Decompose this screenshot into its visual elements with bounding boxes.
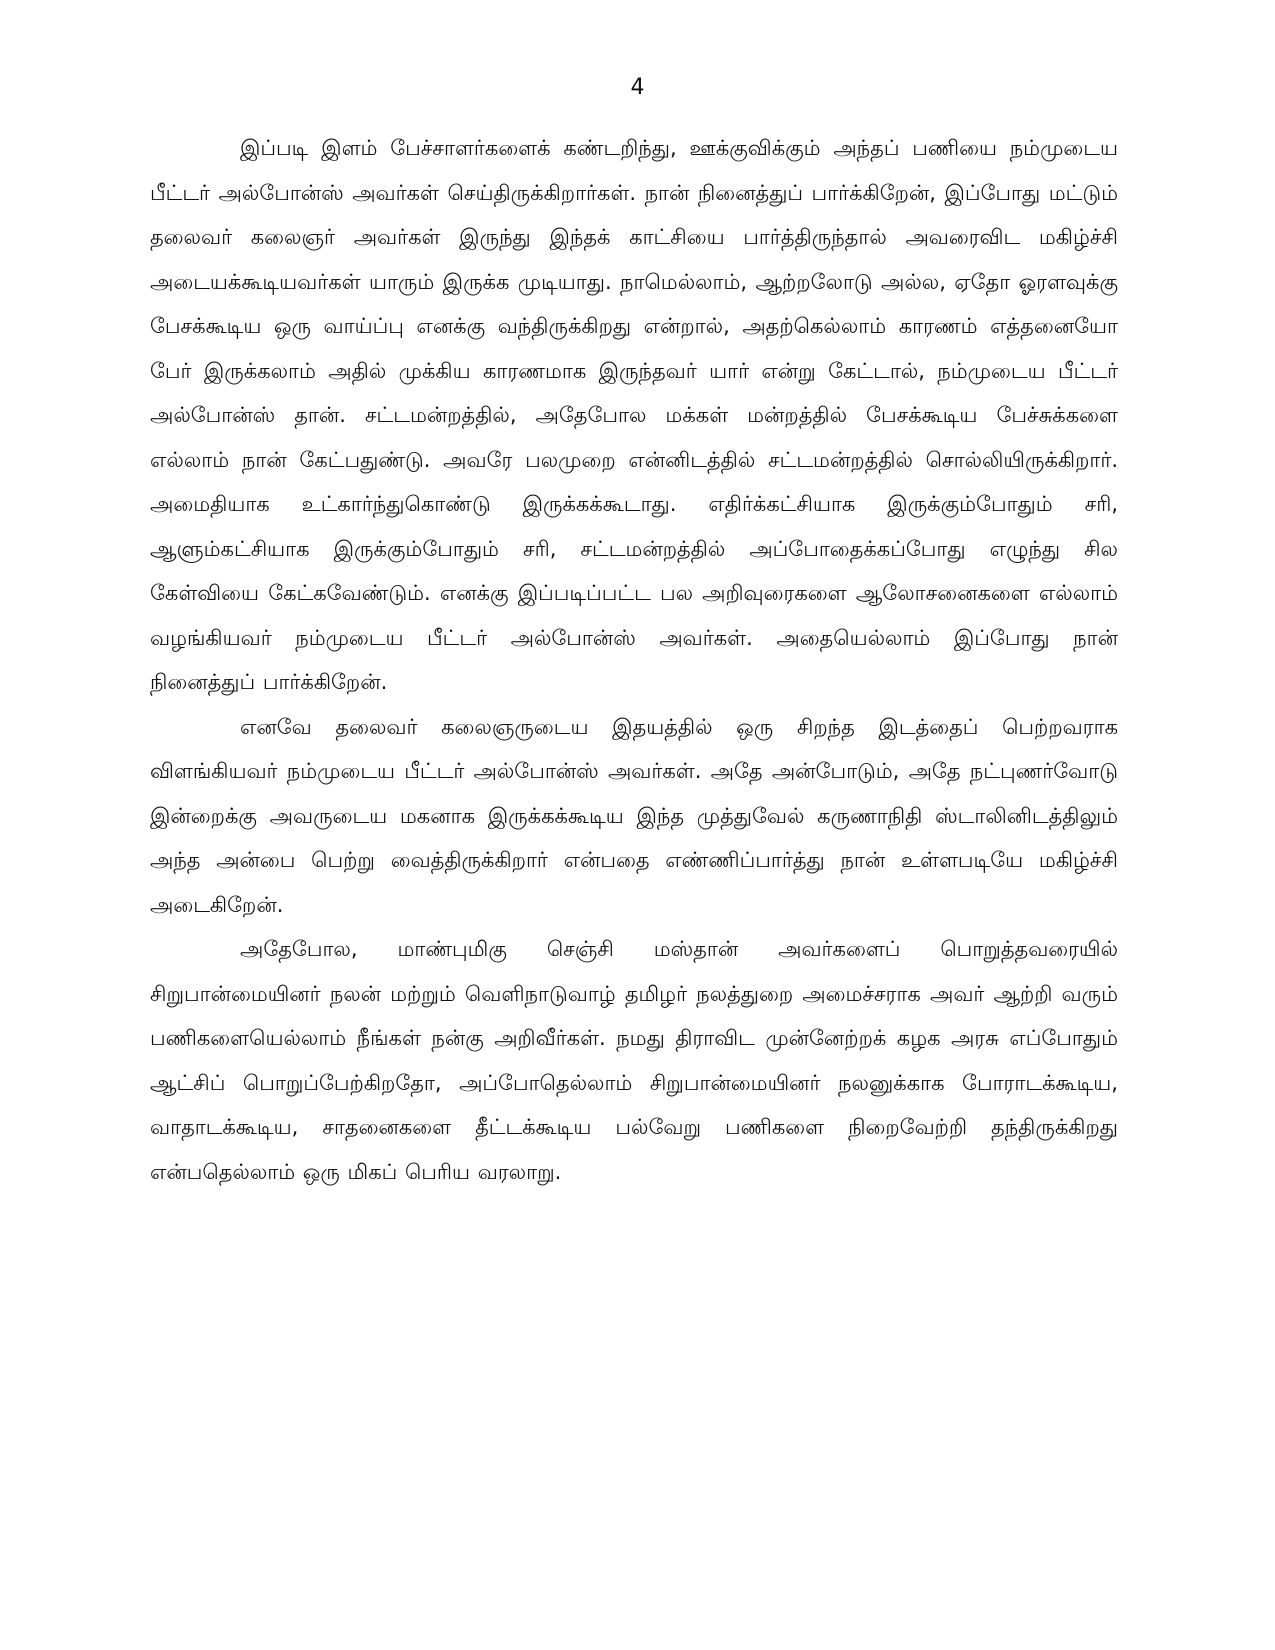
paragraph-1: இப்படி இளம் பேச்சாளர்களைக் கண்டறிந்து, ஊக்குவிக்கும் அந்தப் பணியை நம்முடைய பீட்டர் அல்போன்ஸ் அவர்கள் செய்திருக்கிறார்கள். நான் நினைத்துப் பார்க்கிறேன், இப்போது மட்டும் தலைவர் கலைஞர் அவர்கள் இருந்து இந்தக் காட்சியை பார்த்திருந்தால் அவரைவிட மகிழ்ச்சி அடையக்கூடியவர்கள் யாரும் இருக்க முடியாது. நாமெல்லாம், ஆற்றலோடு அல்ல, ஏதோ ஓரளவுக்கு பேசக்கூடிய ஒரு வாய்ப்பு எனக்கு வந்திருக்கிறது என்றால், அதற்கெல்லாம் காரணம் எத்தனையோ பேர் இருக்கலாம் அதில் முக்கிய காரணமாக இருந்தவர் யார் என்று கேட்டால், நம்முடைய பீட்டர் அல்போன்ஸ் தான். சட்டமன்றத்தில், அதேபோல மக்கள் மன்றத்தில் பேசக்கூடிய பேச்சுக்களை எல்லாம் நான் கேட்பதுண்டு. அவரே பலமுறை என்னிடத்தில் சட்டமன்றத்தில் சொல்லியிருக்கிறார். அமைதியாக உட்கார்ந்துகொண்டு இருக்கக்கூடாது. எதிர்க்கட்சியாக இருக்கும்போதும் சரி, ஆளும்கட்சியாக இருக்கும்போதும் சரி, சட்டமன்றத்தில் அப்போதைக்கப்போது எழுந்து சில கேள்வியை கேட்கவேண்டும். எனக்கு இப்படிப்பட்ட பல அறிவுரைகளை ஆலோசனைகளை எல்லாம் வழங்கியவர் நம்முடைய பீட்டர் அல்போன்ஸ் அவர்கள். அதையெல்லாம் இப்போது நான் நினைத்துப் பார்க்கிறேன். [150, 136, 1118, 694]
paragraph-3: அதேபோல, மாண்புமிகு செஞ்சி மஸ்தான் அவர்களைப் பொறுத்தவரையில் சிறுபான்மையினர் நலன் மற்றும் வெளிநாடுவாழ் தமிழர் நலத்துறை அமைச்சராக அவர் ஆற்றி வரும் பணிகளையெல்லாம் நீங்கள் நன்கு அறிவீர்கள். நமது திராவிட முன்னேற்றக் கழக அரசு எப்போதும் ஆட்சிப் பொறுப்பேற்கிறதோ, அப்போதெல்லாம் சிறுபான்மையினர் நலனுக்காக போராடக்கூடிய, வாதாடக்கூடிய, சாதனைகளை தீட்டக்கூடிய பல்வேறு பணிகளை நிறைவேற்றி தந்திருக்கிறது என்பதெல்லாம் ஒரு மிகப் பெரிய வரலாறு. [150, 937, 1118, 1184]
body-text [150, 126, 1118, 1194]
page-number: 4 [630, 75, 645, 100]
paragraph-2: எனவே தலைவர் கலைஞருடைய இதயத்தில் ஒரு சிறந்த இடத்தைப் பெற்றவராக விளங்கியவர் நம்முடைய பீட்டர் அல்போன்ஸ் அவர்கள். அதே அன்போடும், அதே நட்புணர்வோடு இன்றைக்கு அவருடைய மகனாக இருக்கக்கூடிய இந்த முத்துவேல் கருணாநிதி ஸ்டாலினிடத்திலும் அந்த அன்பை பெற்று வைத்திருக்கிறார் என்பதை எண்ணிப்பார்த்து நான் உள்ளபடியே மகிழ்ச்சி அடைகிறேன். [150, 714, 1118, 917]
